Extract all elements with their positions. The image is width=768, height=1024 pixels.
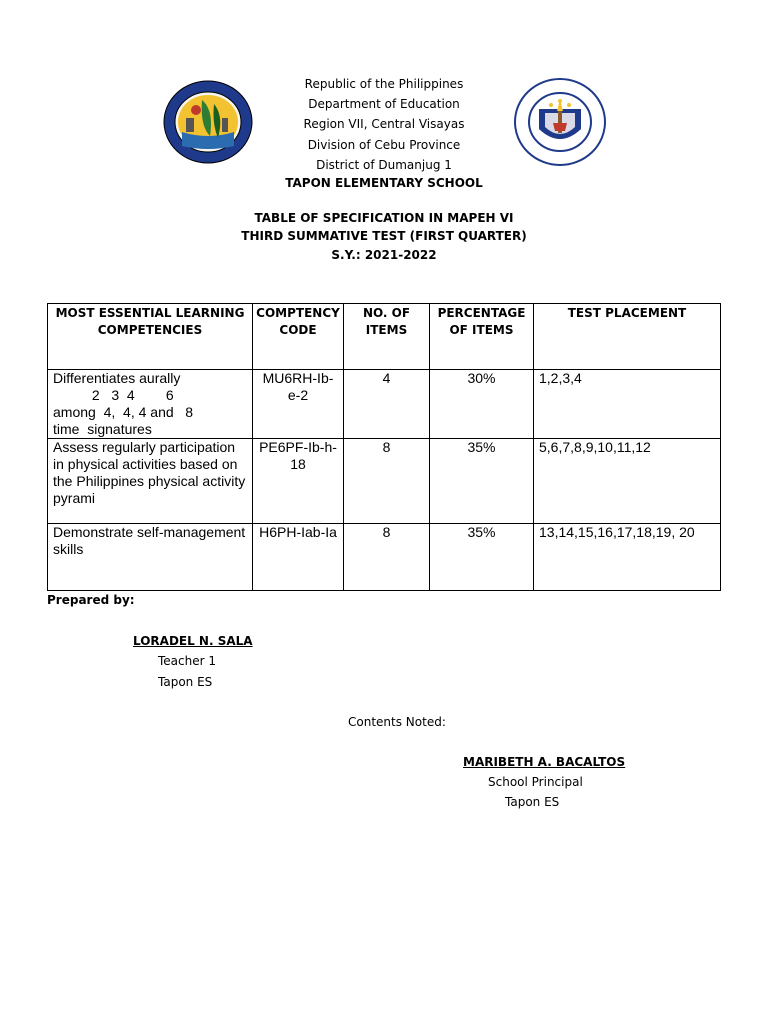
percentage-cell: 35% [430,439,534,524]
column-header-code: COMPTENCY CODE [253,304,344,370]
table-row [48,439,721,524]
code-cell: PE6PF-Ib-h-18 [253,439,344,524]
column-header-competencies: MOST ESSENTIAL LEARNING COMPETENCIES [48,304,253,370]
table-row [48,370,721,439]
document-title: TABLE OF SPECIFICATION IN MAPEH VI [254,211,514,225]
percentage-cell: 30% [430,370,534,439]
column-header-items: NO. OF ITEMS [344,304,430,370]
header-line-region: Region VII, Central Visayas [303,117,465,131]
contents-noted-label: Contents Noted: [348,715,446,729]
competency-cell: Differentiates aurally 2 3 4 6 among 4, 4, 4 and 8 time signatures [48,370,253,439]
header-line-republic: Republic of the Philippines [304,77,464,91]
competency-cell: Assess regularly participation in physical activities based on the Philippines physical activity pyrami [48,439,253,524]
preparer-position: Teacher 1 [158,654,216,668]
principal-name: MARIBETH A. BACALTOS [463,755,626,769]
header-line-division: Division of Cebu Province [307,138,461,152]
prepared-by-label: Prepared by: [47,593,135,607]
table-row [48,524,721,591]
principal-school: Tapon ES [505,795,560,809]
competency-cell: Demonstrate self-management skills [48,524,253,591]
items-cell: 8 [344,524,430,591]
document-subtitle: THIRD SUMMATIVE TEST (FIRST QUARTER) [241,229,527,243]
principal-position: School Principal [488,775,583,789]
column-header-percentage: PERCENTAGE OF ITEMS [430,304,534,370]
percentage-cell: 35% [430,524,534,591]
placement-cell: 1,2,3,4 [534,370,721,439]
header-line-district: District of Dumanjug 1 [316,158,452,172]
table-header-row [48,304,721,370]
items-cell: 4 [344,370,430,439]
preparer-school: Tapon ES [158,675,213,689]
column-header-placement: TEST PLACEMENT [534,304,721,370]
placement-cell: 5,6,7,8,9,10,11,12 [534,439,721,524]
code-cell: MU6RH-Ib-e-2 [253,370,344,439]
code-cell: H6PH-Iab-Ia [253,524,344,591]
school-year: S.Y.: 2021-2022 [331,248,437,262]
items-cell: 8 [344,439,430,524]
specification-table [47,303,721,591]
placement-cell: 13,14,15,16,17,18,19, 20 [534,524,721,591]
header-line-department: Department of Education [308,97,460,111]
school-name: TAPON ELEMENTARY SCHOOL [285,176,483,190]
preparer-name: LORADEL N. SALA [133,634,253,648]
